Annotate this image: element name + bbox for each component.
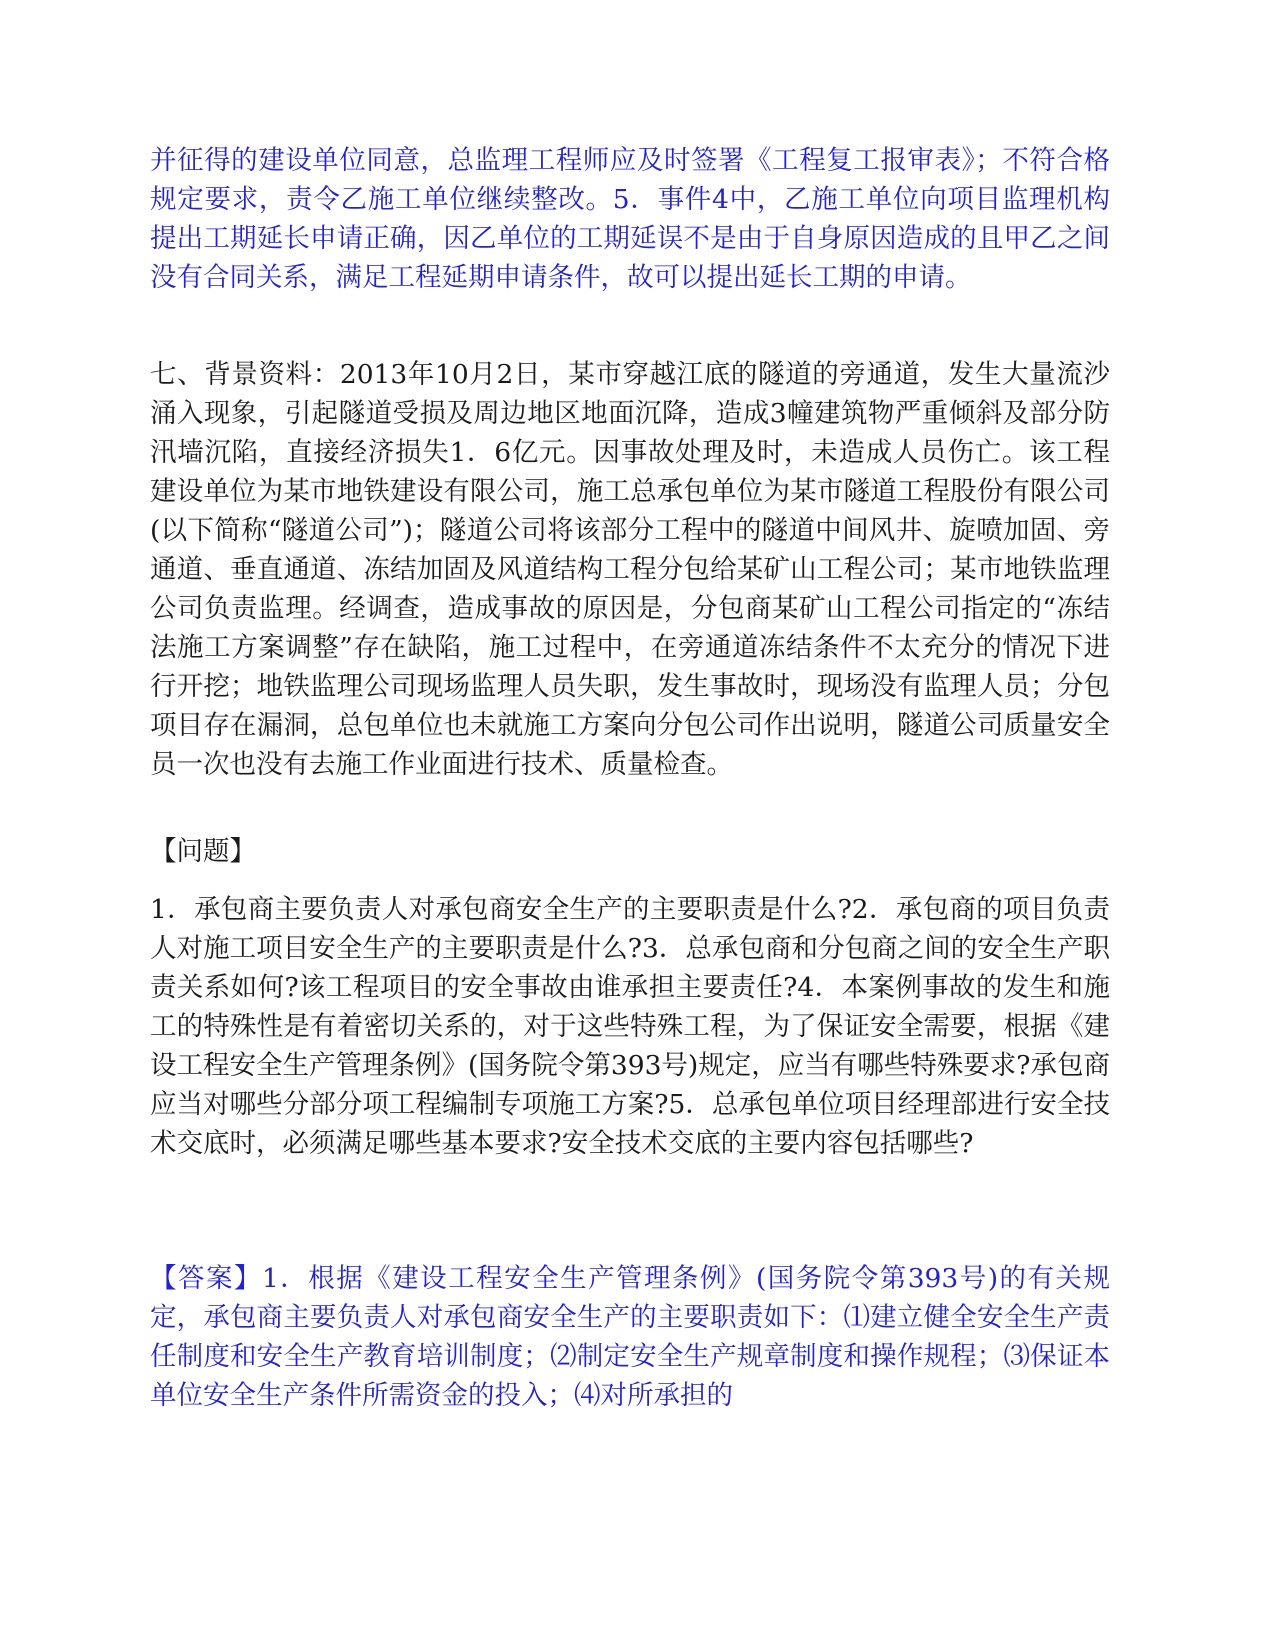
answer-tag: 【答案】: [150, 1263, 262, 1294]
answer-text: 1．根据《建设工程安全生产管理条例》(国务院令第393号)的有关规定，承包商主要负责人对承包商安全生产的主要职责如下：⑴建立健全安全生产责任制度和安全生产教育培训制度；⑵制定安全生产规章制度和操作规程；⑶保证本单位安全生产条件所需资金的投入；⑷对所承担的: [150, 1263, 1111, 1411]
previous-answer-paragraph: 并征得的建设单位同意，总监理工程师应及时签署《工程复工报审表》；不符合格规定要求，责令乙施工单位继续整改。5．事件4中，乙施工单位向项目监理机构提出工期延长申请正确，因乙单位的工期延误不是由于自身原因造成的且甲乙之间没有合同关系，满足工程延期申请条件，故可以提出延长工期的申请。: [150, 145, 1110, 293]
answer-paragraph: [150, 1259, 1110, 1415]
questions-paragraph: 1．承包商主要负责人对承包商安全生产的主要职责是什么?2．承包商的项目负责人对施工项目安全生产的主要职责是什么?3．总承包商和分包商之间的安全生产职责关系如何?该工程项目的安全事故由谁承担主要责任?4．本案例事故的发生和施工的特殊性是有着密切关系的，对于这些特殊工程，为了保证安全需要，根据《建设工程安全生产管理条例》(国务院令第393号)规定，应当有哪些特殊要求?承包商应当对哪些分部分项工程编制专项施工方案?5．总承包单位项目经理部进行安全技术交底时，必须满足哪些基本要求?安全技术交底的主要内容包括哪些?: [150, 894, 1110, 1159]
question-heading: 【问题】: [150, 836, 256, 867]
background-paragraph: 七、背景资料：2013年10月2日，某市穿越江底的隧道的旁通道，发生大量流沙涌入现象，引起隧道受损及周边地区地面沉降，造成3幢建筑物严重倾斜及部分防汛墙沉陷，直接经济损失1．6亿元。因事故处理及时，未造成人员伤亡。该工程建设单位为某市地铁建设有限公司，施工总承包单位为某市隧道工程股份有限公司(以下简称“隧道公司”)；隧道公司将该部分工程中的隧道中间风井、旋喷加固、旁通道、垂直通道、冻结加固及风道结构工程分包给某矿山工程公司；某市地铁监理公司负责监理。经调查，造成事故的原因是，分包商某矿山工程公司指定的“冻结法施工方案调整”存在缺陷，施工过程中，在旁通道冻结条件不太充分的情况下进行开挖；地铁监理公司现场监理人员失职，发生事故时，现场没有监理人员；分包项目存在漏洞，总包单位也未就施工方案向分包公司作出说明，隧道公司质量安全员一次也没有去施工作业面进行技术、质量检查。: [150, 359, 1110, 780]
